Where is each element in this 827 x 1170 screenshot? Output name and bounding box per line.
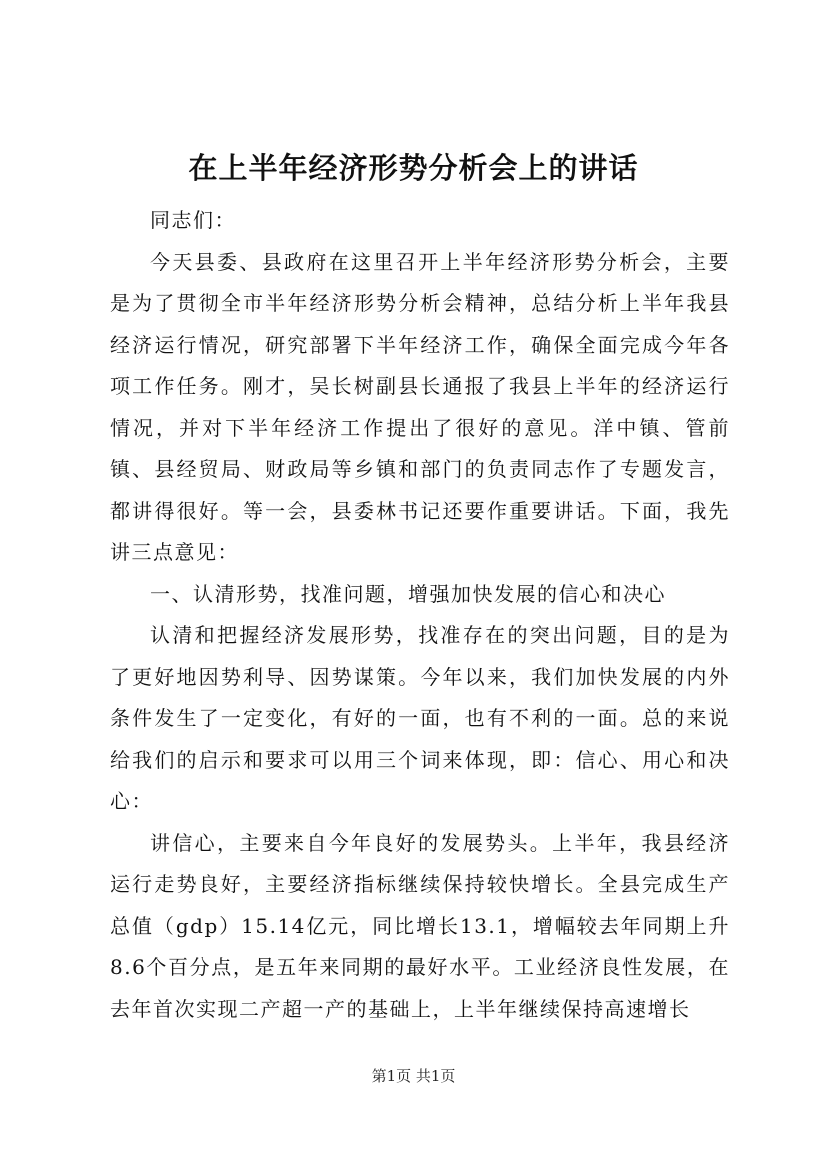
- section-heading: 一、认清形势，找准问题，增强加快发展的信心和决心: [150, 581, 666, 606]
- page-number-footer: 第1页 共1页: [371, 1067, 456, 1085]
- salutation-paragraph: 同志们：: [150, 208, 236, 232]
- body-paragraph: 认清和把握经济发展形势，找准存在的突出问题，目的是为了更好地因势利导、因势谋策。今年以来，我们加快发展的内外条件发生了一定变化，有好的一面，也有不利的一面。总的来说给我们的启示和要求可以用三个词来体现，即：信心、用心和决心：: [110, 623, 730, 813]
- document-title: 在上半年经济形势分析会上的讲话: [188, 151, 639, 185]
- intro-paragraph: 今天县委、县政府在这里召开上半年经济形势分析会，主要是为了贯彻全市半年经济形势分析会精神，总结分析上半年我县经济运行情况，研究部署下半年经济工作，确保全面完成今年各项工作任务。刚才，吴长树副县长通报了我县上半年的经济运行情况，并对下半年经济工作提出了很好的意见。洋中镇、管前镇、县经贸局、财政局等乡镇和部门的负责同志作了专题发言，都讲得很好。等一会，县委林书记还要作重要讲话。下面，我先讲三点意见：: [110, 249, 730, 564]
- document-body: [110, 200, 730, 1030]
- body-paragraph: 讲信心，主要来自今年良好的发展势头。上半年，我县经济运行走势良好，主要经济指标继续保持较快增长。全县完成生产总值（gdp）15.14亿元，同比增长13.1，增幅较去年同期上升8.6个百分点，是五年来同期的最好水平。工业经济良性发展，在去年首次实现二产超一产的基础上，上半年继续保持高速增长: [110, 830, 730, 1021]
